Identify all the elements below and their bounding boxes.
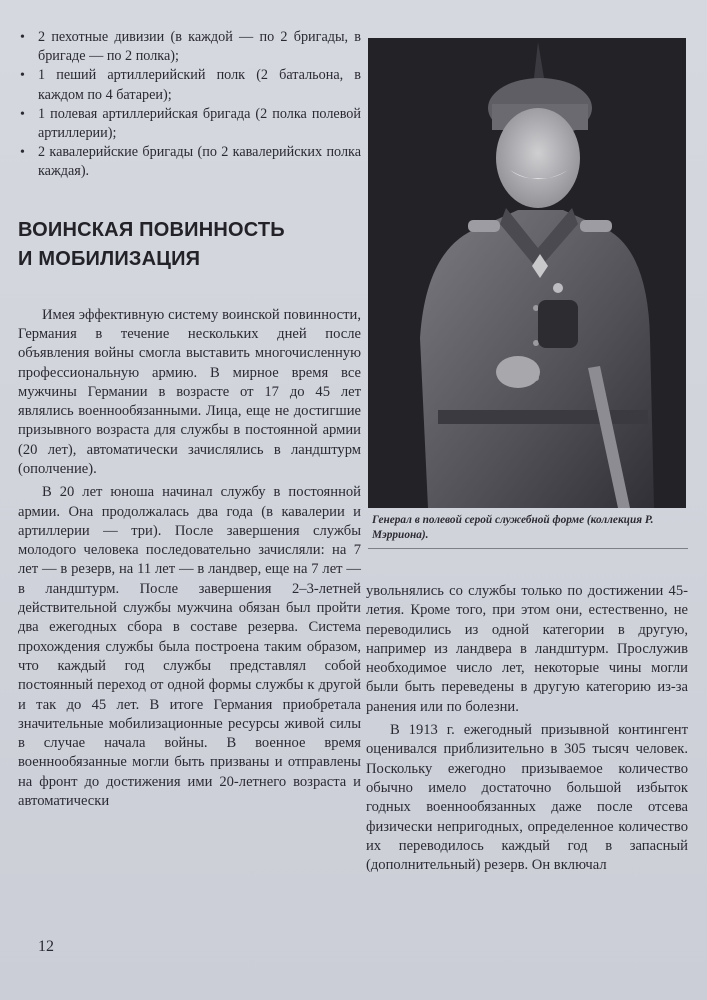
section-heading <box>18 216 361 274</box>
bullet-item: • 2 пехотные дивизии (в каждой — по 2 бригады, в бригаде — по 2 полка); <box>18 28 361 66</box>
photo-caption: Генерал в полевой серой служебной форме (коллекция Р. Мэрриона). <box>372 514 654 541</box>
section-heading-line-2: И МОБИЛИЗАЦИЯ <box>18 247 201 270</box>
right-column <box>366 582 688 875</box>
bullet-item: • 1 полевая артиллерийская бригада (2 полка полевой артиллерии); <box>18 105 361 143</box>
section-heading-line-1: ВОИНСКАЯ ПОВИННОСТЬ <box>18 218 285 241</box>
body-paragraph: увольнялись со службы только по достижении 45-летия. Кроме того, при этом они, естественно, не переводились из одной категории в другую, например из ландвера в ландштурм. Прослужив необходимое число лет, некоторые чины могли были быть переведены в другую категорию из-за ранения или по болезни. <box>366 583 688 715</box>
body-paragraph: В 20 лет юноша начинал службу в постоянной армии. Она продолжалась два года (в кавалерии и артиллерии — три). После завершения службы молодого человека последовательно зачисляли: на 7 лет — в резерв, на 11 лет — в ландвер, еще на 7 лет — в ландштурм. После завершения 2–3-летней действительной службы мужчина обязан был пройти два ежегодных сбора в составе резерва. Система прохождения службы была построена таким образом, что каждый год службы представлял собой постоянный переход от одной формы службы к другой и так до 45 лет. В итоге Германия приобретала значительные мобилизационные ресурсы живой силы в случае начала войны. В военное время военнообязанные могли быть призваны и отправлены на фронт до достижения ими 20-летнего возраста и автоматически <box>18 484 361 810</box>
bullet-list <box>18 28 361 182</box>
caption-divider <box>368 548 688 549</box>
body-paragraph: В 1913 г. ежегодный призывной контингент оценивался приблизительно в 305 тысяч человек. Поскольку ежегодно призываемое количество обычно имело достаточно большой избыток годных военнообязанных даже после отсева физически непригодных, определенное количество их переводилось каждый год в запасный (дополнительный) резерв. Он включал <box>366 722 688 874</box>
page-number: 12 <box>38 938 54 955</box>
left-column <box>18 28 361 811</box>
portrait-illustration <box>368 38 686 508</box>
bullet-item: • 2 кавалерийские бригады (по 2 кавалерийских полка каждая). <box>18 143 361 181</box>
general-portrait-photo <box>368 38 686 508</box>
body-paragraph: Имея эффективную систему воинской повинности, Германия в течение нескольких дней после объявления войны смогла выставить многочисленную профессиональную армию. В мирное время все мужчины Германии в возрасте от 17 до 45 лет являлись военнообязанными. Лица, еще не достигшие призывного возраста для службы в постоянной армии (20 лет), автоматически зачислялись в ландштурм (ополчение). <box>18 306 361 477</box>
bullet-item: • 1 пеший артиллерийский полк (2 батальона, в каждом по 4 батареи); <box>18 66 361 104</box>
